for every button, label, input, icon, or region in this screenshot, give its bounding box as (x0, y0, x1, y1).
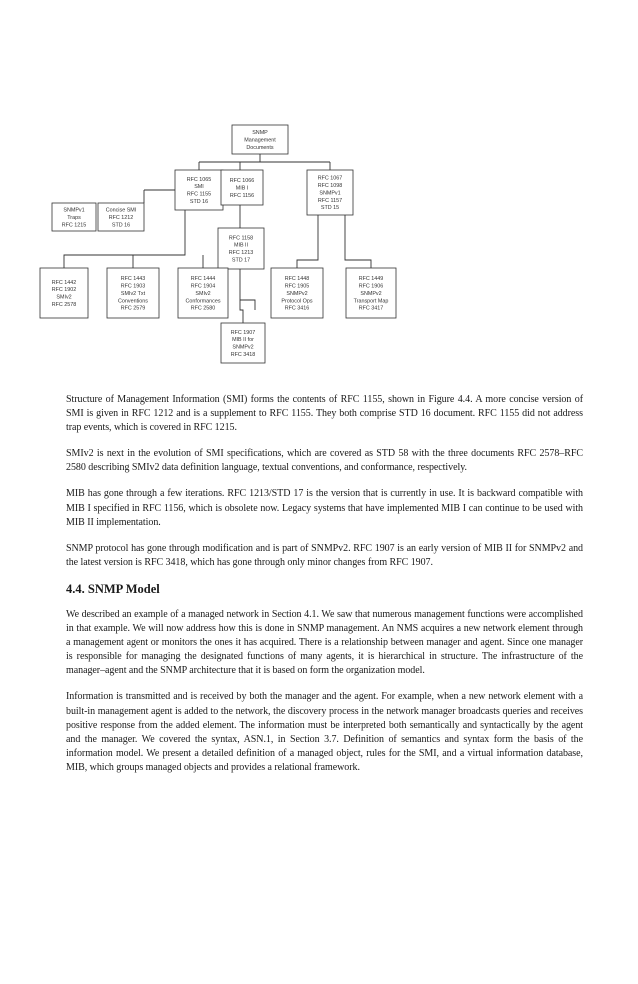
diagram-node-label: STD 16 (111, 222, 131, 229)
diagram-node-label: RFC 1443 (120, 276, 146, 283)
diagram-node-label: STD 16 (189, 199, 209, 205)
diagram-node-label: SMIv2 Txt (120, 290, 146, 297)
diagram-node-label: SMI (194, 184, 204, 191)
diagram-node-label: SNMPv1 (63, 207, 85, 214)
diagram-node-label: SNMP (252, 130, 268, 136)
snmp-documents-diagram (0, 0, 638, 370)
diagram-nodes (40, 125, 396, 363)
diagram-node-concise (98, 203, 144, 231)
diagram-node-label: RFC 1158 (228, 235, 254, 242)
diagram-node-label: STD 15 (320, 205, 340, 212)
diagram-node-label: RFC 2578 (51, 302, 77, 308)
diagram-node-label: RFC 1212 (108, 214, 134, 221)
diagram-node-label: RFC 3417 (358, 305, 384, 312)
diagram-node-rfc1442 (40, 268, 88, 318)
diagram-node-label: RFC 1098 (317, 183, 343, 189)
diagram-node-label: RFC 1065 (186, 176, 212, 183)
diagram-node-rfc1444 (178, 268, 228, 318)
diagram-node-label: Transport Map (353, 298, 389, 305)
diagram-node-label: RFC 1448 (284, 276, 310, 283)
diagram-node-label: RFC 1906 (358, 283, 384, 290)
diagram-node-label: RFC 1155 (186, 191, 212, 198)
diagram-node-label: RFC 1066 (229, 178, 255, 184)
diagram-node-label: RFC 1067 (317, 175, 343, 182)
diagram-node-label: RFC 3418 (230, 352, 256, 358)
paragraph-snmp-protocol: SNMP protocol has gone through modification and is part of SNMPv2. RFC 1907 is an early version of MIB II for SNMPv2 and the latest version is RFC 3418, which has gone through only minor changes from RFC 1907. (66, 542, 583, 568)
diagram-node-label: RFC 3416 (284, 305, 310, 312)
diagram-node-rfc1065 (175, 170, 223, 210)
diagram-node-label: RFC 1157 (317, 197, 343, 204)
diagram-node-label: RFC 2579 (120, 305, 146, 312)
diagram-node-label: Protocol Ops (281, 298, 313, 305)
diagram-node-traps (52, 203, 96, 231)
diagram-node-label: Documents (246, 144, 274, 151)
diagram-node-label: RFC 1904 (190, 283, 216, 290)
diagram-node-label: SNMPv1 (319, 190, 341, 197)
diagram-node-label: RFC 1905 (284, 283, 310, 290)
diagram-node-rfc1448 (271, 268, 323, 318)
paragraph-information-model: Information is transmitted and is received by both the manager and the agent. For example, when a new network element with a built-in management agent is added to the network, the discovery process in the network manager broadcasts queries and receives positive response from the added element. The information must be interpreted both semantically and syntactically by the agent and the manager. We covered the syntax, ASN.1, in Section 3.7. Definition of semantics and syntax form the basis of the information model. We present a detailed definition of a managed object, rules for the SMI, and a virtual information database, MIB, which groups managed objects and provides a relational framework. (66, 691, 583, 773)
diagram-node-label: SNMPv2 (232, 344, 254, 351)
paragraph-snmp-model: We described an example of a managed network in Section 4.1. We saw that numerous management functions were accomplished in that example. We will now address how this is done in SNMP management. An NMS acquires a new network element through a management agent or monitors the ones it has acquired. There is a relationship between manager and agent. Since one manager is responsible for managing the designated functions of many agents, it is hierarchical in structure. The infrastructure of the manager–agent and the SNMP architecture that it is based on form the organization model. (66, 608, 583, 677)
diagram-node-label: SMIv2 (56, 294, 72, 301)
diagram-node-label: RFC 2580 (190, 305, 216, 312)
body-text (66, 393, 583, 787)
diagram-node-label: MIB I (235, 185, 249, 192)
diagram-node-label: Management (244, 137, 276, 144)
diagram-node-label: STD 17 (231, 257, 251, 264)
diagram-node-label: RFC 1902 (51, 287, 77, 294)
diagram-node-label: RFC 1907 (230, 329, 256, 336)
diagram-node-label: RFC 1213 (228, 250, 254, 257)
diagram-node-label: RFC 1444 (190, 276, 216, 283)
diagram-node-label: RFC 1449 (358, 276, 384, 283)
paragraph-mib: MIB has gone through a few iterations. RFC 1213/STD 17 is the version that is currently in use. It is backward compatible with MIB I specified in RFC 1156, which is obsolete now. Legacy systems that have implemented MIB I can continue to be used with MIB II implementation. (66, 488, 583, 528)
paragraph-smiv2: SMIv2 is next in the evolution of SMI specifications, which are covered as STD 58 with the three documents RFC 2578–RFC 2580 describing SMIv2 data definition language, textual conventions, and conformance, respectively. (66, 448, 583, 474)
diagram-node-rfc1907 (221, 323, 265, 363)
diagram-node-label: SNMPv2 (286, 290, 308, 297)
diagram-node-label: RFC 1156 (229, 192, 255, 199)
diagram-node-label: MIB II for (232, 337, 254, 344)
section-heading: 4.4. SNMP Model (66, 581, 160, 596)
diagram-node-label: MIB II (233, 242, 249, 249)
diagram-node-label: RFC 1442 (51, 279, 77, 286)
diagram-node-snmp-docs (232, 125, 288, 154)
diagram-node-label: Conventions (118, 298, 148, 305)
diagram-node-label: RFC 1215 (61, 222, 87, 229)
diagram-node-rfc1067 (307, 170, 353, 215)
diagram-node-label: SMIv2 (195, 290, 211, 297)
diagram-node-rfc1443 (107, 268, 159, 318)
diagram-node-label: Traps (67, 214, 81, 221)
diagram-node-rfc1066 (221, 170, 263, 205)
diagram-node-rfc1449 (346, 268, 396, 318)
paragraph-smi: Structure of Management Information (SMI) forms the contents of RFC 1155, shown in Figure 4.4. A more concise version of SMI is given in RFC 1212 and is a supplement to RFC 1155. They both comprise STD 16 document. RFC 1155 did not address trap events, which is covered in RFC 1215. (66, 394, 583, 434)
diagram-node-label: Conformances (185, 298, 221, 305)
diagram-node-label: Concise SMI (105, 207, 137, 214)
diagram-node-label: RFC 1903 (120, 283, 146, 290)
diagram-node-label: SNMPv2 (360, 290, 382, 297)
diagram-node-rfc1158 (218, 228, 264, 269)
